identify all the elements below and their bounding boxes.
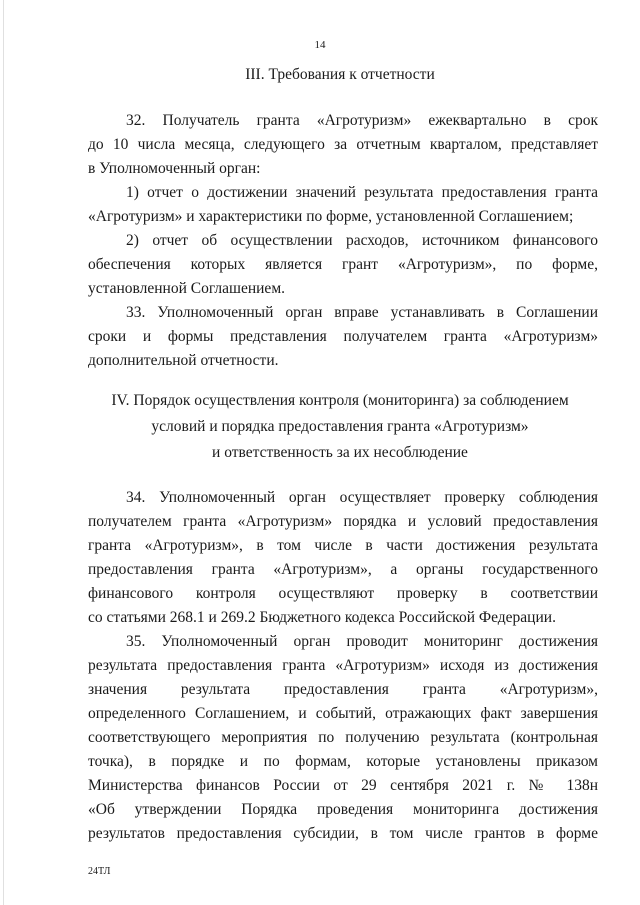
section-3-heading: III. Требования к отчетности xyxy=(245,66,435,83)
text-line: получателем гранта «Агротуризм» порядка и условий предоставления xyxy=(88,513,598,530)
footer-code: 24ТЛ xyxy=(88,866,111,877)
section-4-heading-line: IV. Порядок осуществления контроля (мониторинга) за соблюдением xyxy=(111,392,569,409)
text-line: обеспечения которых является грант «Агротуризм», по форме, xyxy=(88,256,598,273)
text-line: дополнительной отчетности. xyxy=(88,352,279,369)
text-line: предоставления гранта «Агротуризм», а органы государственного xyxy=(88,561,598,578)
scan-edge xyxy=(3,0,4,905)
text-line: значения результата предоставления гранта «Агротуризм», xyxy=(88,681,598,698)
text-line: определенного Соглашением, и событий, отражающих факт завершения xyxy=(88,705,598,722)
section-4-heading-line: и ответственность за их несоблюдение xyxy=(212,444,468,461)
text-line: со статьями 268.1 и 269.2 Бюджетного кодекса Российской Федерации. xyxy=(88,609,556,626)
text-line: 32. Получатель гранта «Агротуризм» ежеквартально в срок xyxy=(126,112,598,129)
text-line: 34. Уполномоченный орган осуществляет проверку соблюдения xyxy=(126,489,598,506)
text-line: 33. Уполномоченный орган вправе устанавливать в Соглашении xyxy=(126,304,598,321)
text-line: гранта «Агротуризм», в том числе в части достижения результата xyxy=(88,537,598,554)
text-line: до 10 числа месяца, следующего за отчетным кварталом, представляет xyxy=(88,136,598,153)
text-line: «Об утверждении Порядка проведения мониторинга достижения xyxy=(88,801,598,818)
text-line: 2) отчет об осуществлении расходов, источником финансового xyxy=(126,232,598,249)
text-line: 1) отчет о достижении значений результата предоставления гранта xyxy=(126,184,598,201)
section-4-heading-line: условий и порядка предоставления гранта «Агротуризм» xyxy=(151,418,529,435)
text-line: финансового контроля осуществляют проверку в соответствии xyxy=(88,585,598,602)
section-4-heading xyxy=(80,388,600,466)
text-line: результата предоставления гранта «Агротуризм» исходя из достижения xyxy=(88,657,598,674)
page-number: 14 xyxy=(314,39,326,51)
text-line: сроки и формы представления получателем гранта «Агротуризм» xyxy=(88,328,598,345)
text-line: соответствующего мероприятия по получению результата (контрольная xyxy=(88,729,598,746)
text-line: в Уполномоченный орган: xyxy=(88,160,261,177)
text-line: «Агротуризм» и характеристики по форме, установленной Соглашением; xyxy=(88,208,574,225)
text-line: установленной Соглашением. xyxy=(88,280,285,297)
text-line: точка), в порядке и по формам, которые установлены приказом xyxy=(88,753,598,770)
text-line: Министерства финансов России от 29 сентября 2021 г. № 138н xyxy=(88,777,598,794)
text-line: результатов предоставления субсидии, в том числе грантов в форме xyxy=(88,825,598,842)
text-line: 35. Уполномоченный орган проводит мониторинг достижения xyxy=(126,633,598,650)
